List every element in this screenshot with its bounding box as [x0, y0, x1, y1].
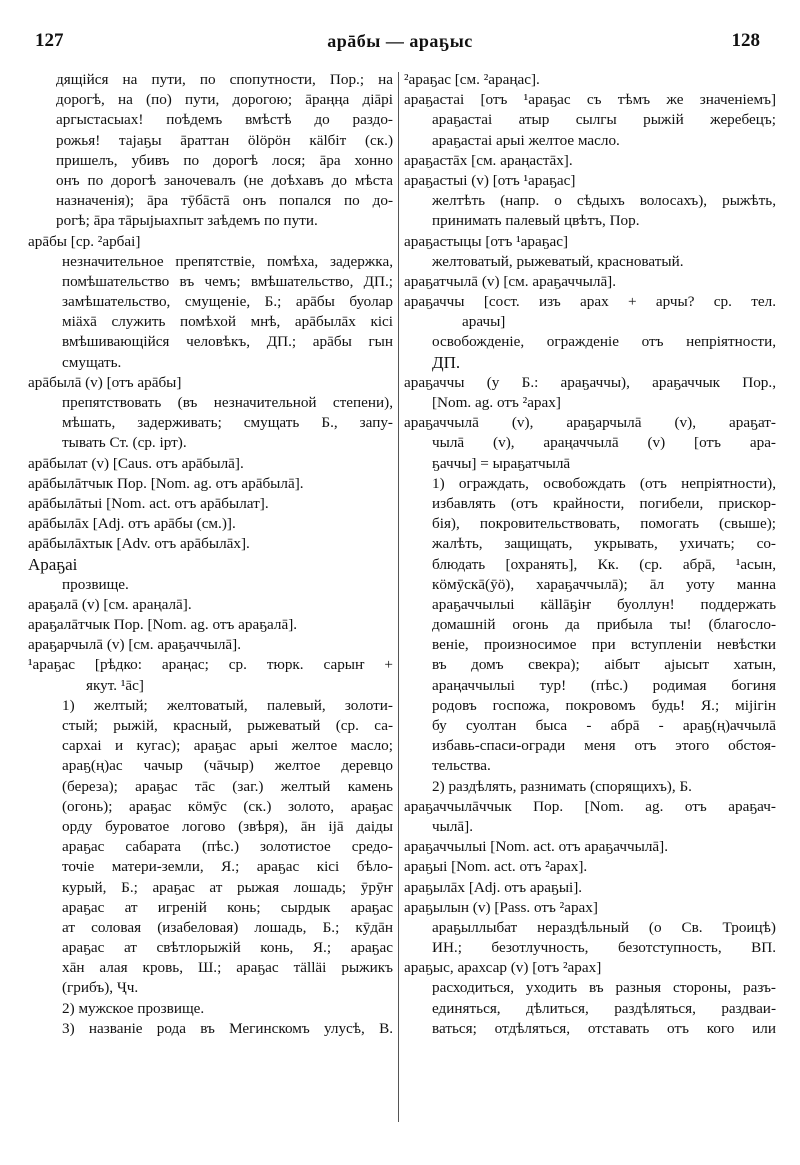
entry-line: араҕатчылā (v) [см. араҕаччылā].	[404, 272, 617, 290]
entry-line: арāбылāхтык [Adv. отъ арāбылāх].	[28, 535, 250, 553]
entry-line: смущать.	[62, 353, 122, 371]
entry-line: курый, Б.; араҕас ат рыжая лошадь; ӯрӯҥ	[62, 878, 393, 896]
entry-line: кöмӯскā(ӯö), хараҕаччылā); āл уоту манна	[432, 575, 776, 593]
entry-line: араҕастыцы [отъ ¹араҕас]	[404, 232, 569, 250]
entry-line: ²араҕас [см. ²араңас].	[404, 71, 540, 88]
entry-line: [Nom. ag. отъ ²арах]	[432, 394, 561, 411]
page-number-right: 128	[731, 30, 760, 51]
running-title: арāбы — араҕыс	[327, 31, 473, 51]
entry-line: стый; рыжій, красный, рыжеватый (ср. са-	[62, 717, 393, 734]
entry-line: араҕастаі арыі желтое масло.	[432, 131, 620, 149]
entry-line: арачы]	[462, 313, 506, 331]
entry-line: хāн алая кровь, Ш.; араҕас тälläi рыжикъ	[62, 959, 393, 977]
entry-line: освобожденіе, огражденіе отъ непріятности,	[432, 333, 776, 351]
entry-line: желтоватый, рыжеватый, красноватый.	[432, 252, 684, 270]
entry-line: рожья! таjаҕы āраттан ölöрöн кälбiт (ск.)	[56, 131, 393, 149]
entry-line: араҕалā (v) [см. араңалā].	[28, 595, 192, 613]
left-column	[28, 70, 393, 1039]
entry-line: назначенія); āра тӯбāстā онъ попался по до-	[56, 192, 393, 210]
entry-line: араҕаччылыі [Nom. act. отъ араҕаччылā].	[404, 838, 669, 856]
entry-line: араҕыс, арахсар (v) [отъ ²арах]	[404, 959, 602, 977]
entry-line: въ домъ свекра); аібыт аjысыт хатын,	[432, 656, 776, 674]
entry-line: тельства.	[432, 757, 491, 775]
entry-line: (береза); араҕас тāс (заг.) желтый камень	[62, 777, 393, 795]
entry-line: желтѣть (напр. о сѣдыхъ волосахъ), рыжѣть,	[432, 192, 776, 210]
entry-line: вмѣшивающійся человѣкъ, ДП.; арāбы гын	[62, 333, 393, 351]
entry-line: бу суолтан быса - абрā - араҕ(ң)аччылā	[432, 717, 776, 734]
entry-line: арāбылат (v) [Caus. отъ арāбылā].	[28, 454, 244, 472]
entry-line: замѣшательство, смущеніе, Б.; арāбы буолар	[62, 293, 393, 311]
entry-line: онъ по дорогѣ заночевалъ (не доѣхавъ до мѣста	[56, 171, 393, 189]
entry-line: 1) ограждать, освобождать (отъ непріятности),	[432, 474, 776, 492]
entry-line: араҕаччылā (v), араҕарчылā (v), араҕат-	[404, 414, 776, 432]
entry-line: 3) названіе рода въ Мегинскомъ улусѣ, В.	[62, 1019, 393, 1037]
entry-line: ваться; отдѣляться, отставать отъ кого или	[432, 1019, 776, 1037]
entry-line: араҕарчылā (v) [см. араҕаччылā].	[28, 636, 242, 654]
entry-line: ҕаччы] = ыраҕатчылā	[432, 454, 571, 472]
entry-line: арāбылāх [Adj. отъ арāбы (см.)].	[28, 515, 236, 533]
entry-line: домашній огонь да прибыла ты! (благосло-	[432, 616, 776, 634]
entry-line: 2) мужское прозвище.	[62, 999, 205, 1017]
entry-line: препятствовать (въ незначительной степени),	[62, 394, 393, 411]
entry-line: незначительное препятствіе, помѣха, задержка,	[62, 252, 393, 270]
entry-line: дящійся на пути, по спопутности, Пор.; на	[56, 71, 393, 88]
entry-line: араҕыі [Nom. act. отъ ²арах].	[404, 858, 588, 876]
page-header	[0, 30, 800, 58]
entry-line: араҕаччылыі кällāҕiҥ буоллун! поддержать	[432, 595, 776, 613]
entry-line: блюдать [охранять], Кк. (ср. абрā, ¹асын,	[432, 555, 776, 573]
entry-line: араҕастаі [отъ ¹араҕас съ тѣмъ же значеніемъ]	[404, 91, 776, 109]
entry-line: ¹араҕас [рѣдко: араңас; ср. тюрк. сарыҥ +	[28, 656, 393, 674]
entry-line: сархаі и кугас); араҕас арыі желтое масло;	[62, 737, 393, 755]
entry-line: араҕаччы [сост. изъ арах + арчы? ср. тел.	[404, 293, 776, 311]
entry-line: орду буроватое логово (звѣря), āн ijā даіды	[62, 817, 393, 835]
entry-line: араҕаччы (у Б.: араҕаччы), араҕаччык Пор.,	[404, 373, 776, 391]
page-number-left: 127	[35, 30, 64, 51]
right-column	[404, 70, 776, 1039]
entry-line: точіе матери-земли, Я.; араҕас кiсi бѣло-	[62, 858, 393, 876]
entry-line: араҕылын (v) [Pass. отъ ²арах]	[404, 898, 598, 916]
entry-line: арāбы [ср. ²арбаі]	[28, 232, 141, 250]
entry-line: принимать палевый цвѣтъ, Пор.	[432, 212, 640, 230]
entry-line: чылā (v), араңаччылā (v) [отъ ара-	[432, 434, 776, 452]
entry-line: 1) желтый; желтоватый, палевый, золоти-	[62, 696, 393, 714]
entry-line: араҕылāх [Adj. отъ араҕыі].	[404, 878, 583, 896]
entry-line: мѣшать, задерживать; смущать Б., запу-	[62, 414, 393, 432]
entry-line: араҕастāх [см. араңастāх].	[404, 151, 573, 169]
entry-line: арāбылāтыі [Nom. act. отъ арāбылат].	[28, 494, 269, 512]
entry-line: араҕыллыбат нераздѣльный (о Св. Троицѣ)	[432, 918, 776, 936]
entry-line: тывать Ст. (ср. ірт).	[62, 434, 187, 452]
entry-line: араҕаччылāччык Пор. [Nom. ag. отъ араҕач-	[404, 797, 776, 815]
entry-line: бія), покровительствовать, помогать (свыше);	[432, 515, 776, 533]
entry-line: родовъ госпожа, покровомъ будь! Я.; мiјiгiн	[432, 696, 776, 714]
entry-line: (огонь); араҕас кöмӯс (ск.) золото, араҕас	[62, 797, 393, 815]
entry-line: жалѣть, защищать, укрывать, ухичать; со-	[432, 535, 776, 553]
entry-line: пришелъ, убивъ по дорогѣ лося; āра хонно	[56, 151, 393, 169]
entry-line: аргыстасыах! поѣдемъ вмѣстѣ до раздо-	[56, 111, 393, 129]
entry-line: избавь-спаси-огради меня отъ этого обстоя-	[432, 737, 776, 755]
entry-line: ат соловая (изабеловая) лошадь, Б.; кӯдāн	[62, 918, 393, 936]
entry-line: ИН.; безотлучность, безотступность, ВП.	[432, 939, 776, 957]
entry-line: чылā].	[432, 817, 474, 835]
entry-line: араҕас ат свѣтлорыжій конь, Я.; араҕас	[62, 939, 393, 957]
entry-line: араңаччылыі тур! (пѣс.) родимая богиня	[432, 676, 776, 694]
entry-line: якут. ¹āс]	[86, 676, 144, 694]
entry-line: Араҕаі	[28, 554, 78, 574]
entry-line: арāбылāтчык Пор. [Nom. ag. отъ арāбылā].	[28, 474, 304, 492]
entry-line: помѣшательство въ чемъ; вмѣшательство, ДП.;	[62, 272, 393, 290]
entry-line: единяться, дѣлиться, раздѣляться, раздваи-	[432, 999, 776, 1017]
entry-line: араҕас ат игреній конь; сырдык араҕас	[62, 898, 393, 916]
entry-line: рогѣ; āра тāрыjыахпыт заѣдемъ по пути.	[56, 212, 318, 230]
entry-line: араҕастыі (v) [отъ ¹араҕас]	[404, 171, 576, 189]
entry-line: араҕас сабарата (пѣс.) золотистое средо-	[62, 838, 393, 856]
entry-line: веніе, произносимое при вступленіи невѣстки	[432, 636, 776, 654]
entry-line: расходиться, уходить въ разныя стороны, разъ-	[432, 979, 776, 997]
entry-line: арāбылā (v) [отъ арāбы]	[28, 373, 182, 391]
entry-line: ДП.	[432, 352, 461, 372]
entry-line: мiäхā служить помѣхой мнѣ, арāбылāх кiсi	[62, 313, 393, 331]
entry-line: араҕалāтчык Пор. [Nom. ag. отъ араҕалā].	[28, 616, 298, 634]
entry-line: избавлять (отъ крайности, погибели, прискор-	[432, 494, 776, 512]
entry-line: араҕ(ң)ас чачыр (чāчыр) желтое деревцо	[62, 757, 393, 775]
entry-line: араҕастаі атыр сылгы рыжій жеребецъ;	[432, 111, 776, 129]
entry-line: прозвище.	[62, 575, 129, 593]
entry-line: дорогѣ, на (по) пути, дорогою; āраңңа дiāрi	[56, 91, 393, 109]
column-divider	[398, 72, 399, 1122]
entry-line: (грибъ), Ҷч.	[62, 979, 139, 997]
entry-line: 2) раздѣлять, разнимать (спорящихъ), Б.	[432, 777, 692, 795]
